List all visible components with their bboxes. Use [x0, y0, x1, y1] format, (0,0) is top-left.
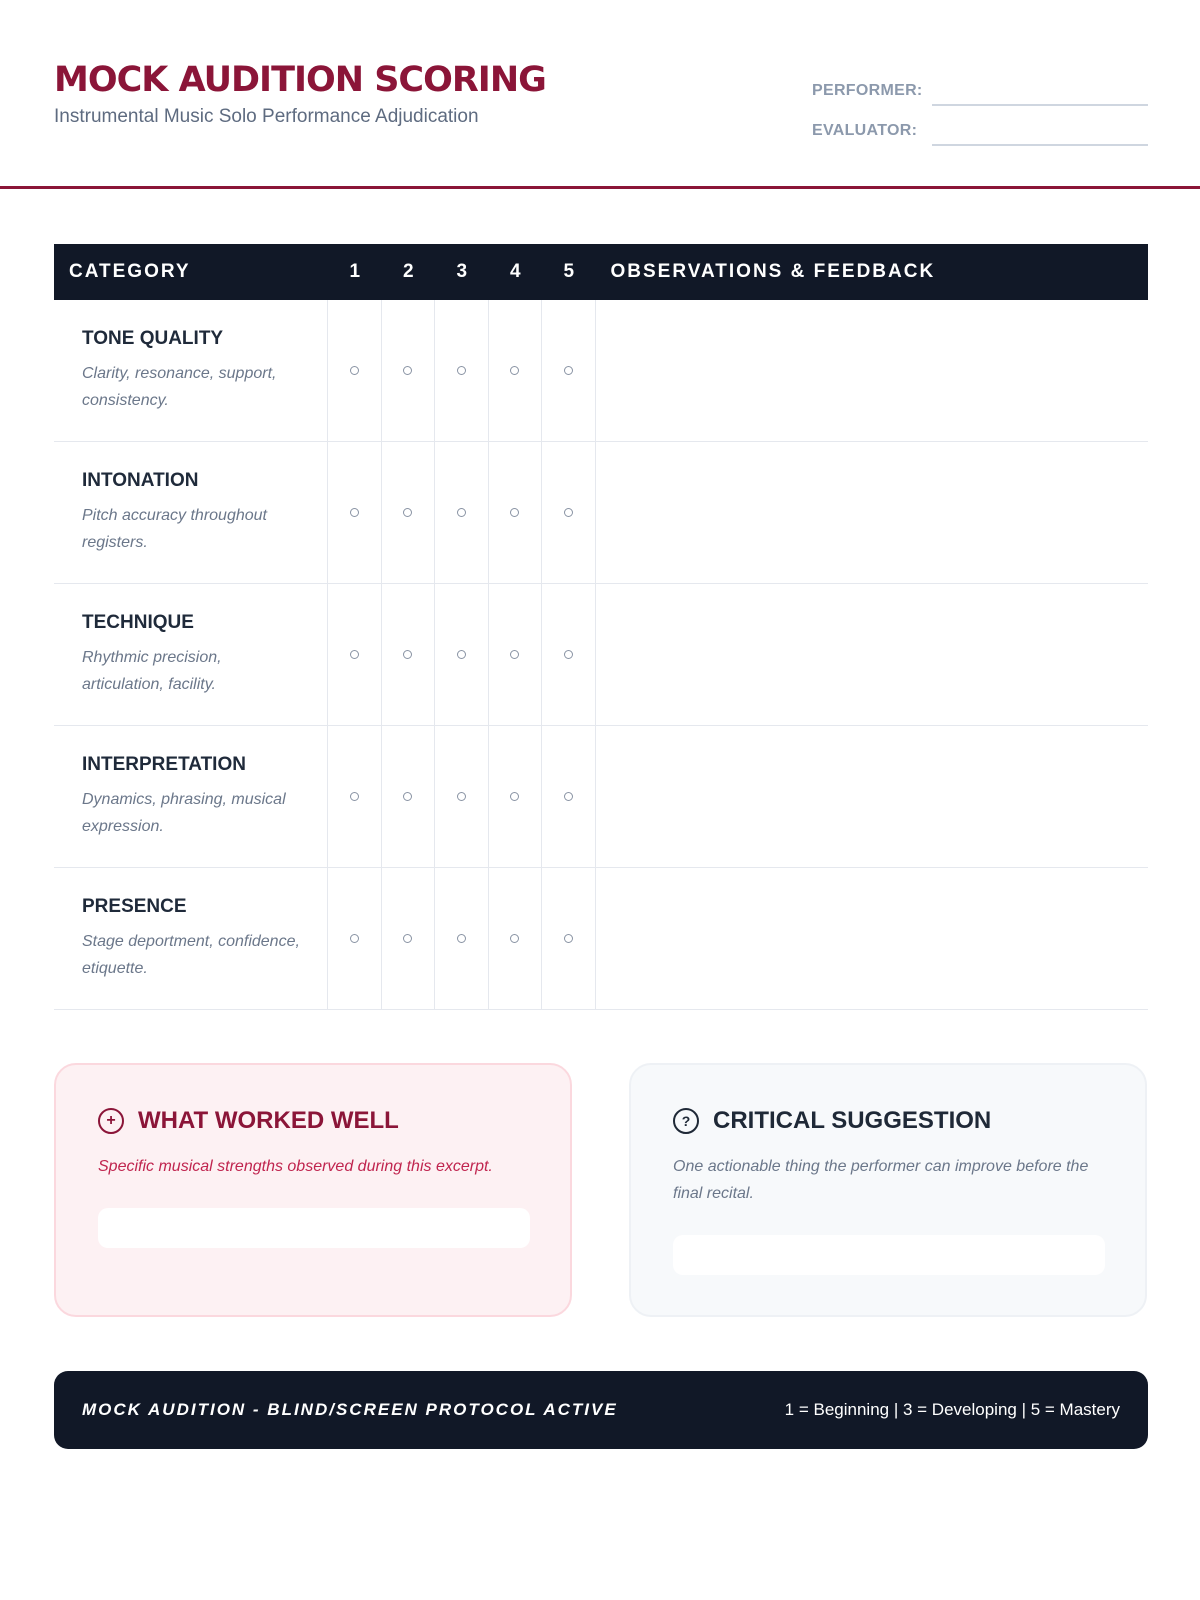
worked-well-card [54, 1063, 572, 1317]
score-cell-4 [489, 584, 543, 725]
header-score-3: 3 [456, 261, 468, 282]
score-radio-4[interactable] [510, 792, 519, 801]
category-name: PRESENCE [82, 896, 187, 917]
critical-suggestion-card [629, 1063, 1147, 1317]
score-radio-2[interactable] [403, 366, 412, 375]
header-score-4: 4 [509, 261, 521, 282]
table-body [54, 300, 1148, 1010]
score-radio-4[interactable] [510, 650, 519, 659]
category-cell [54, 726, 328, 867]
score-radio-1[interactable] [350, 934, 359, 943]
question-circle-icon: ? [673, 1108, 699, 1134]
score-radio-4[interactable] [510, 366, 519, 375]
score-cell-2 [382, 300, 436, 441]
score-radio-4[interactable] [510, 508, 519, 517]
score-radio-2[interactable] [403, 792, 412, 801]
score-radio-2[interactable] [403, 508, 412, 517]
table-row [54, 300, 1148, 442]
score-radio-1[interactable] [350, 366, 359, 375]
score-cell-1 [328, 584, 382, 725]
score-radio-4[interactable] [510, 934, 519, 943]
performer-label: PERFORMER: [812, 82, 923, 99]
category-description: Pitch accuracy throughout registers. [82, 507, 267, 551]
critical-suggestion-header [673, 1107, 1103, 1135]
header-score-1: 1 [349, 261, 361, 282]
score-radio-1[interactable] [350, 650, 359, 659]
score-cell-4 [489, 300, 543, 441]
score-radio-5[interactable] [564, 366, 573, 375]
score-radio-3[interactable] [457, 650, 466, 659]
score-cell-4 [489, 726, 543, 867]
header-score-5: 5 [563, 261, 575, 282]
score-radio-3[interactable] [457, 508, 466, 517]
performer-input[interactable] [932, 80, 1148, 106]
score-radio-2[interactable] [403, 934, 412, 943]
worked-well-title: WHAT WORKED WELL [138, 1107, 399, 1134]
critical-suggestion-title: CRITICAL SUGGESTION [713, 1107, 992, 1134]
score-cell-3 [435, 442, 489, 583]
category-cell [54, 442, 328, 583]
header-category: CATEGORY [69, 261, 191, 282]
evaluator-input[interactable] [932, 120, 1148, 146]
score-cell-3 [435, 584, 489, 725]
category-cell [54, 300, 328, 441]
header-observations: OBSERVATIONS & FEEDBACK [610, 261, 936, 282]
observations-cell[interactable] [596, 584, 1149, 725]
score-radio-3[interactable] [457, 366, 466, 375]
critical-suggestion-input[interactable] [673, 1235, 1105, 1275]
observations-cell[interactable] [596, 442, 1149, 583]
score-cell-5 [542, 868, 596, 1009]
category-cell [54, 584, 328, 725]
score-cell-5 [542, 584, 596, 725]
score-cell-5 [542, 726, 596, 867]
evaluator-label: EVALUATOR: [812, 122, 918, 139]
table-row [54, 584, 1148, 726]
page-header [54, 58, 1148, 138]
category-name: INTONATION [82, 470, 199, 491]
score-cell-2 [382, 584, 436, 725]
table-row [54, 868, 1148, 1010]
plus-circle-icon: + [98, 1108, 124, 1134]
score-cell-1 [328, 442, 382, 583]
protocol-notice: MOCK AUDITION - BLIND/SCREEN PROTOCOL ACTIVE [82, 1400, 618, 1419]
score-cell-3 [435, 868, 489, 1009]
worked-well-input[interactable] [98, 1208, 530, 1248]
category-description: Rhythmic precision, articulation, facility. [82, 649, 222, 693]
score-cell-2 [382, 868, 436, 1009]
observations-cell[interactable] [596, 300, 1149, 441]
footer-bar [54, 1371, 1148, 1449]
worked-well-description: Specific musical strengths observed during this excerpt. [98, 1158, 493, 1175]
score-cell-1 [328, 726, 382, 867]
category-description: Dynamics, phrasing, musical expression. [82, 791, 286, 835]
scoring-table [54, 244, 1148, 1010]
score-radio-5[interactable] [564, 650, 573, 659]
score-radio-3[interactable] [457, 792, 466, 801]
category-name: TECHNIQUE [82, 612, 194, 633]
header-divider [0, 186, 1200, 189]
performer-field [812, 66, 1148, 106]
score-radio-1[interactable] [350, 508, 359, 517]
category-name: TONE QUALITY [82, 328, 224, 349]
score-cell-5 [542, 300, 596, 441]
score-cell-4 [489, 868, 543, 1009]
score-cell-3 [435, 726, 489, 867]
category-name: INTERPRETATION [82, 754, 246, 775]
score-radio-3[interactable] [457, 934, 466, 943]
header-fields [812, 66, 1148, 146]
score-radio-1[interactable] [350, 792, 359, 801]
category-description: Clarity, resonance, support, consistency. [82, 365, 277, 409]
score-cell-1 [328, 868, 382, 1009]
score-cell-2 [382, 442, 436, 583]
score-cell-3 [435, 300, 489, 441]
header-score-2: 2 [402, 261, 414, 282]
score-radio-5[interactable] [564, 508, 573, 517]
category-description: Stage deportment, confidence, etiquette. [82, 933, 300, 977]
evaluator-field [812, 106, 1148, 146]
page-subtitle: Instrumental Music Solo Performance Adjudication [54, 106, 479, 127]
score-cell-5 [542, 442, 596, 583]
score-radio-5[interactable] [564, 792, 573, 801]
page-title: MOCK AUDITION SCORING [54, 60, 546, 100]
score-radio-5[interactable] [564, 934, 573, 943]
table-row [54, 726, 1148, 868]
critical-suggestion-description: One actionable thing the performer can improve before the final recital. [673, 1158, 1089, 1202]
score-legend: 1 = Beginning | 3 = Developing | 5 = Mastery [784, 1400, 1120, 1419]
table-header [54, 244, 1148, 300]
score-cell-1 [328, 300, 382, 441]
table-row [54, 442, 1148, 584]
score-cell-4 [489, 442, 543, 583]
category-cell [54, 868, 328, 1009]
score-radio-2[interactable] [403, 650, 412, 659]
observations-cell[interactable] [596, 726, 1149, 867]
score-cell-2 [382, 726, 436, 867]
worked-well-header [98, 1107, 528, 1135]
observations-cell[interactable] [596, 868, 1149, 1009]
